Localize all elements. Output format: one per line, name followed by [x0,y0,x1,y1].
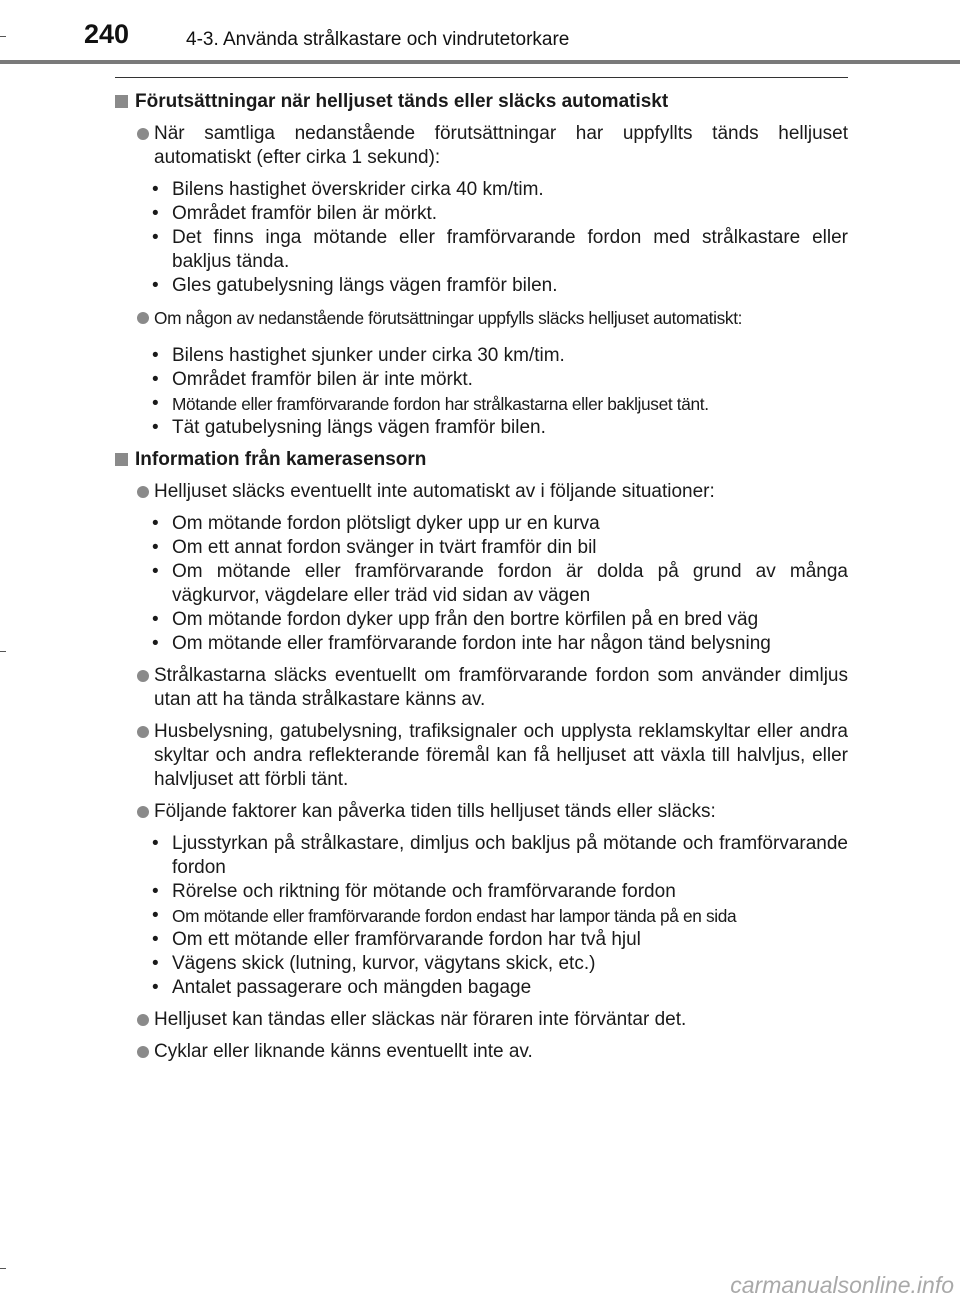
circle-item-text: När samtliga nedanstående förutsättningar har uppfyllts tänds helljuset automatiskt (efter cirka 1 sekund): [154,123,848,168]
list-item-text: Området framför bilen är mörkt. [172,203,438,224]
sub-list [115,832,848,1000]
dot-bullet-icon: • [152,953,159,974]
section-heading-text: Förutsättningar när helljuset tänds eller släcks automatiskt [135,91,669,112]
list-item [115,608,848,632]
list-item-text: Tät gatubelysning längs vägen framför bilen. [172,417,546,438]
circle-item [115,664,848,712]
list-item [115,392,848,416]
list-item [115,904,848,928]
list-item-text: Om mötande eller framförvarande fordon är dolda på grund av många vägkurvor, vägdelare eller träd vid sidan av vägen [172,561,848,606]
circle-bullet-icon [137,1046,149,1058]
page-content [115,90,848,1072]
circle-item [115,720,848,792]
section-heading-text: Information från kamerasensorn [135,449,427,470]
circle-bullet-icon [137,486,149,498]
dot-bullet-icon: • [152,881,159,902]
watermark: carmanualsonline.info [730,1272,954,1298]
list-item-text: Bilens hastighet sjunker under cirka 30 km/tim. [172,345,565,366]
list-item [115,416,848,440]
list-item [115,536,848,560]
list-item [115,202,848,226]
circle-bullet-icon [137,726,149,738]
list-item-text: Området framför bilen är inte mörkt. [172,369,473,390]
circle-bullet-icon [137,806,149,818]
dot-bullet-icon: • [152,905,159,926]
sub-list [115,178,848,298]
list-item-text: Om mötande eller framförvarande fordon inte har någon tänd belysning [172,633,771,654]
circle-bullet-icon [137,1014,149,1026]
crop-mark [0,36,6,37]
list-item [115,976,848,1000]
list-item [115,880,848,904]
dot-bullet-icon: • [152,537,159,558]
list-item-text: Gles gatubelysning längs vägen framför bilen. [172,275,558,296]
circle-item [115,800,848,824]
circle-item [115,306,848,330]
sub-list [115,344,848,440]
sub-list [115,512,848,656]
dot-bullet-icon: • [152,275,159,296]
list-item-text: Mötande eller framförvarande fordon har strålkastarna eller bakljuset tänt. [172,394,709,414]
circle-bullet-icon [137,312,149,324]
crop-mark [0,1268,6,1269]
dot-bullet-icon: • [152,227,159,248]
header-rule [0,60,960,64]
circle-item-text: Cyklar eller liknande känns eventuellt inte av. [154,1041,533,1062]
list-item-text: Rörelse och riktning för mötande och framförvarande fordon [172,881,676,902]
list-item-text: Om mötande fordon dyker upp från den bortre körfilen på en bred väg [172,609,759,630]
square-bullet-icon [115,453,128,466]
dot-bullet-icon: • [152,417,159,438]
list-item-text: Bilens hastighet överskrider cirka 40 km/tim. [172,179,544,200]
dot-bullet-icon: • [152,513,159,534]
content-rule [115,77,848,78]
circle-item [115,1008,848,1032]
list-item [115,632,848,656]
dot-bullet-icon: • [152,179,159,200]
list-item-text: Om mötande eller framförvarande fordon endast har lampor tända på en sida [172,906,737,926]
dot-bullet-icon: • [152,833,159,854]
circle-bullet-icon [137,128,149,140]
list-item-text: Det finns inga mötande eller framförvarande fordon med strålkastare eller bakljus tända. [172,227,848,272]
list-item [115,832,848,880]
dot-bullet-icon: • [152,633,159,654]
section-heading [115,448,848,472]
circle-item-text: Helljuset kan tändas eller släckas när föraren inte förväntar det. [154,1009,687,1030]
list-item-text: Ljusstyrkan på strålkastare, dimljus och bakljus på mötande och framförvarande fordon [172,833,848,878]
circle-item-text: Följande faktorer kan påverka tiden tills helljuset tänds eller släcks: [154,801,716,822]
dot-bullet-icon: • [152,609,159,630]
list-item [115,560,848,608]
square-bullet-icon [115,95,128,108]
circle-item [115,1040,848,1064]
circle-item [115,480,848,504]
section-title: 4-3. Använda strålkastare och vindrutetorkare [186,29,570,50]
list-item-text: Antalet passagerare och mängden bagage [172,977,532,998]
list-item [115,178,848,202]
section-heading [115,90,848,114]
circle-bullet-icon [137,670,149,682]
dot-bullet-icon: • [152,561,159,582]
dot-bullet-icon: • [152,977,159,998]
list-item-text: Om ett annat fordon svänger in tvärt framför din bil [172,537,597,558]
list-item [115,952,848,976]
dot-bullet-icon: • [152,393,159,414]
dot-bullet-icon: • [152,929,159,950]
list-item-text: Vägens skick (lutning, kurvor, vägytans skick, etc.) [172,953,596,974]
circle-item [115,122,848,170]
dot-bullet-icon: • [152,203,159,224]
circle-item-text: Husbelysning, gatubelysning, trafiksignaler och upplysta reklamskyltar eller andra skyltar och andra reflekterande föremål kan få helljuset att växla till halvljus, eller halvljuset att förbli tänt. [154,721,848,790]
crop-mark [0,651,6,652]
circle-item-text: Helljuset släcks eventuellt inte automatiskt av i följande situationer: [154,481,715,502]
list-item [115,512,848,536]
list-item [115,928,848,952]
section-block [115,90,848,440]
list-item [115,226,848,274]
list-item [115,368,848,392]
list-item [115,344,848,368]
page-number: 240 [84,19,130,49]
list-item [115,274,848,298]
circle-item-text: Om någon av nedanstående förutsättningar uppfylls släcks helljuset automatiskt: [154,308,743,328]
page-header [0,0,960,66]
section-block [115,448,848,1064]
dot-bullet-icon: • [152,369,159,390]
dot-bullet-icon: • [152,345,159,366]
list-item-text: Om mötande fordon plötsligt dyker upp ur en kurva [172,513,600,534]
circle-item-text: Strålkastarna släcks eventuellt om framförvarande fordon som använder dimljus utan att ha tända strålkastare känns av. [154,665,848,710]
list-item-text: Om ett mötande eller framförvarande fordon har två hjul [172,929,641,950]
